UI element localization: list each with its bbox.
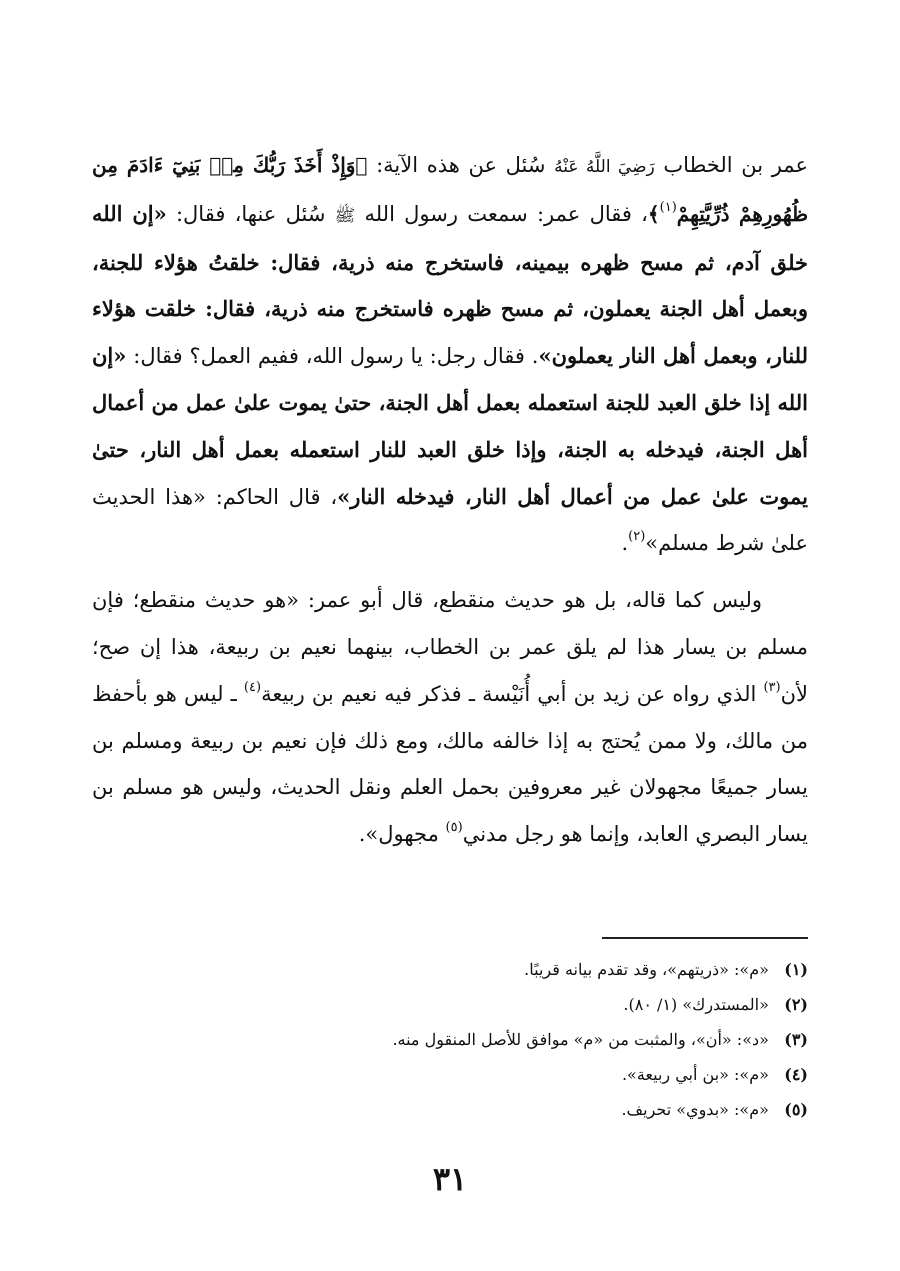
- footnote-number: (٢): [784, 995, 808, 1014]
- footnote-number: (٣): [784, 1030, 808, 1049]
- footnote-ref-5[interactable]: (٥): [445, 820, 463, 836]
- footnote-ref-3[interactable]: (٣): [763, 679, 781, 695]
- text-span: ، قال الحاكم: «هذا الحديث علىٰ شرط مسلم»: [92, 484, 808, 556]
- footnotes: [92, 952, 808, 1127]
- text-span: سُئل عن هذه الآية:: [367, 153, 555, 177]
- honorific-text: ﷺ: [334, 205, 356, 226]
- footnote-number: (٥): [784, 1100, 808, 1119]
- page-number: ٣١: [432, 1160, 468, 1198]
- footnote-separator: [602, 937, 808, 939]
- footnote-number: (١): [784, 960, 808, 979]
- honorific-text: رَضِيَ اللَّهُ عَنْهُ: [554, 157, 655, 177]
- main-text: [92, 142, 808, 858]
- paragraph-2: [92, 577, 808, 858]
- quran-verse: ﴿وَإِذْ أَخَذَ رَبُّكَ مِنۢ بَنِيٓ ءَادَمَ مِن ظُهُورِهِمْ ذُرِّيَّتِهِمْ: [92, 153, 808, 226]
- hadith-quote: «إن الله خلق آدم، ثم مسح ظهره بيمينه، فاستخرج منه ذرية، فقال: خلقتُ هؤلاء للجنة، وبعمل أهل الجنة يعملون، ثم مسح ظهره فاستخرج منه ذرية، فقال: خلقت هؤلاء للنار، وبعمل أهل النار يعملون»: [92, 200, 809, 369]
- text-span: الذي رواه عن زيد بن أبي أُنَيْسة ـ فذكر فيه نعيم بن ربيعة: [261, 681, 764, 706]
- footnote-number: (٤): [784, 1065, 808, 1084]
- footnote-text: «م»: «بن أبي ربيعة».: [621, 1065, 769, 1084]
- footnote-ref-4[interactable]: (٤): [243, 679, 262, 695]
- footnote-text: «د»: «أن»، والمثبت من «م» موافق للأصل المنقول منه.: [392, 1030, 769, 1049]
- text-span: ، فقال عمر: سمعت رسول الله: [355, 201, 648, 226]
- footnote-5: [92, 1092, 808, 1127]
- text-span: سُئل عنها، فقال:: [166, 201, 335, 226]
- hadith-quote: «إن الله إذا خلق العبد للجنة استعمله بعمل أهل الجنة، حتىٰ يموت علىٰ عمل من أعمال أهل الجنة، فيدخله به الجنة، وإذا خلق العبد للنار استعمله بعمل أهل النار، حتىٰ يموت علىٰ عمل من أعمال أهل النار، فيدخله النار»: [92, 343, 809, 509]
- footnote-3: [92, 1022, 808, 1057]
- footnote-text: «م»: «ذريتهم»، وقد تقدم بيانه قريبًا.: [524, 960, 769, 979]
- text-span: مجهول».: [358, 822, 446, 847]
- text-span: ـ ليس هو بأحفظ من مالك، ولا ممن يُحتج به إذا خالفه مالك، ومع ذلك فإن نعيم بن ربيعة ومسلم بن يسار جميعًا مجهولان غير معروفين بحمل العلم ونقل الحديث، وليس هو مسلم بن يسار البصري العابد، وإنما هو رجل مدني: [92, 681, 808, 847]
- footnote-text: «م»: «بدوي» تحريف.: [621, 1100, 769, 1119]
- footnote-1: [92, 952, 808, 987]
- text-span: . فقال رجل: يا رسول الله، ففيم العمل؟ فقال:: [126, 344, 539, 369]
- footnote-4: [92, 1057, 808, 1092]
- footnote-ref-1[interactable]: (١): [659, 199, 677, 215]
- footnote-2: [92, 987, 808, 1022]
- quran-bracket-close: ﴾: [647, 201, 660, 226]
- text-span: وليس كما قاله، بل هو حديث منقطع، قال أبو عمر: «هو حديث منقطع؛ فإن مسلم بن يسار هذا لم يلق عمر بن الخطاب، بينهما نعيم بن ربيعة، هذا إن صح؛ لأن: [92, 588, 808, 706]
- footnote-ref-2[interactable]: (٢): [628, 529, 646, 545]
- text-span: عمر بن الخطاب: [654, 153, 808, 177]
- footnote-text: «المستدرك» (١/ ٨٠).: [623, 995, 769, 1014]
- text-span: .: [621, 531, 629, 556]
- paragraph-1: [92, 142, 808, 567]
